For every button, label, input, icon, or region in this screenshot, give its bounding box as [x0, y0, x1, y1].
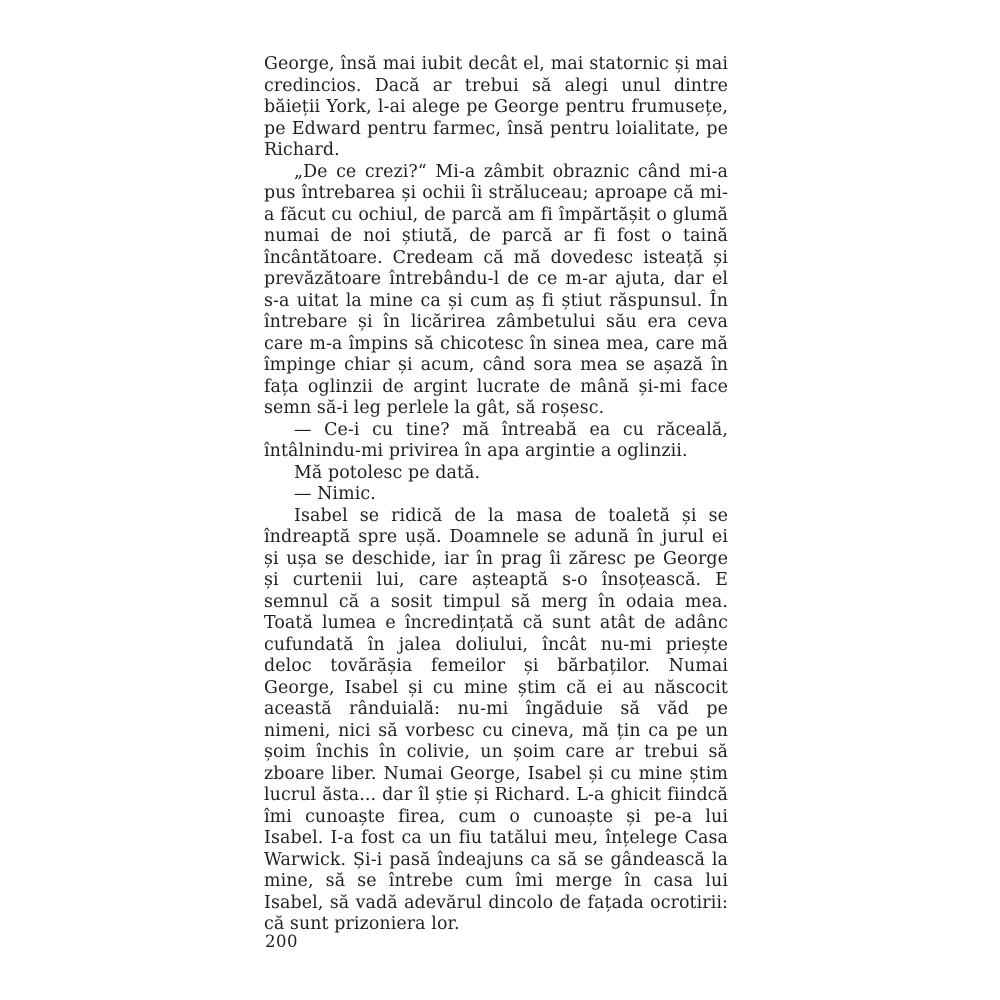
page-number: 200	[265, 932, 298, 951]
paragraph: George, însă mai iubit decât el, mai statornic și mai credincios. Dacă ar trebui să alegi unul dintre băieții York, l-ai alege pe George pentru frumusețe, pe Edward pentru farmec, însă pentru loialitate, pe Richard.	[264, 54, 728, 160]
body-text	[264, 54, 728, 936]
paragraph: Mă potolesc pe dată.	[294, 462, 481, 483]
paragraph: — Nimic.	[294, 484, 376, 504]
paragraph: — Ce-i cu tine? mă întreabă ea cu răceală, întâlnindu-mi privirea în apa argintie a oglinzii.	[264, 419, 728, 461]
paragraph: Isabel se ridică de la masa de toaletă și se îndreaptă spre ușă. Doamnele se adună în jurul ei și ușa se deschide, iar în prag îi zăresc pe George și curtenii lui, care așteaptă s-o însoțească. E semnul că a sosit timpul să merg în odaia mea. Toată lumea e încredințată că sunt atât de adânc cufundată în jalea doliului, încât nu-mi priește deloc tovărășia femeilor și bărbaților. Numai George, Isabel și cu mine știm că ei au născocit această rânduială: nu-mi îngăduie să văd pe nimeni, nici să vorbesc cu cineva, mă țin ca pe un șoim închis în colivie, un șoim care ar trebui să zboare liber. Numai George, Isabel și cu mine știm lucrul ăsta... dar îl știe și Richard. L-a ghicit fiindcă îmi cunoaște firea, cum o cunoaște și pe-a lui Isabel. I-a fost ca un fiu tatălui meu, înțelege Casa Warwick. Și-i pasă îndeajuns ca să se gândească la mine, să se întrebe cum îmi merge în casa lui Isabel, să vadă adevărul dincolo de fațada ocrotirii: că sunt prizoniera lor.	[264, 505, 728, 934]
paragraph: „De ce crezi?“ Mi-a zâmbit obraznic când mi-a pus întrebarea și ochii îi străluceau; aproape că mi-a făcut cu ochiul, de parcă am fi împărtășit o glumă numai de noi știută, de parcă ar fi fost o taină încântătoare. Credeam că mă dovedesc isteață și prevăzătoare întrebându-l de ce m-ar ajuta, dar el s-a uitat la mine ca și cum aș fi știut răspunsul. În întrebare și în licărirea zâmbetului său era ceva care m-a împins să chicotesc în sinea mea, care mă împinge chiar și acum, când sora mea se așază în fața oglinzii de argint lucrate de mână și-mi face semn să-i leg perlele la gât, să roșesc.	[264, 161, 728, 418]
